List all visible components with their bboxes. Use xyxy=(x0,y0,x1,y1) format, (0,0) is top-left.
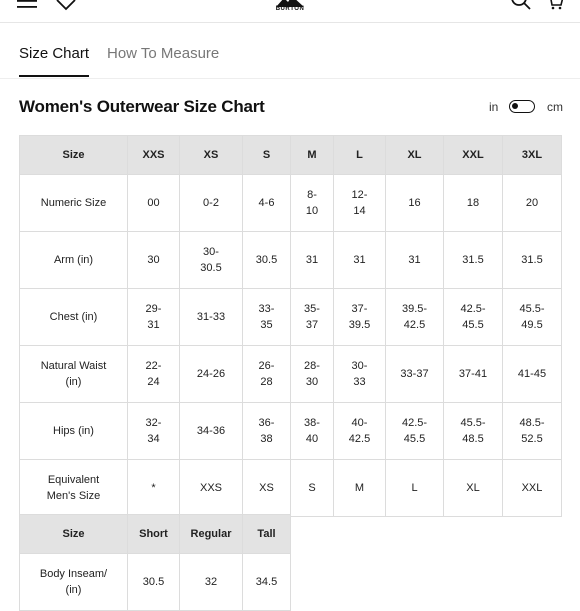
search-icon[interactable] xyxy=(511,0,531,12)
table-cell: S xyxy=(291,460,334,517)
menu-icon[interactable] xyxy=(17,0,37,8)
table-cell: 30- 30.5 xyxy=(180,232,243,289)
tab-size-chart[interactable]: Size Chart xyxy=(19,44,89,77)
table-cell: 31 xyxy=(291,232,334,289)
table-row xyxy=(20,232,562,289)
table-cell: 40- 42.5 xyxy=(334,403,386,460)
table-cell: 4-6 xyxy=(243,175,291,232)
logo-text: BURTON xyxy=(275,6,305,12)
size-header-row xyxy=(20,136,562,175)
table-row xyxy=(20,289,562,346)
size-chart-table xyxy=(19,135,562,517)
table-cell: 16 xyxy=(386,175,444,232)
table-cell: 31.5 xyxy=(503,232,562,289)
table-row xyxy=(20,460,562,517)
header-cell: Short xyxy=(128,515,180,554)
table-cell: 32- 34 xyxy=(128,403,180,460)
header-cell: Size xyxy=(20,136,128,175)
table-row xyxy=(20,403,562,460)
table-cell: 34.5 xyxy=(243,554,291,611)
header-cell: XXL xyxy=(444,136,503,175)
table-cell: 32 xyxy=(180,554,243,611)
top-nav-bar xyxy=(0,0,580,23)
heart-icon[interactable] xyxy=(55,0,77,12)
table-cell: 31 xyxy=(334,232,386,289)
table-cell: 8- 10 xyxy=(291,175,334,232)
table-cell: 29- 31 xyxy=(128,289,180,346)
table-row xyxy=(20,175,562,232)
table-cell: 26- 28 xyxy=(243,346,291,403)
table-cell: 38- 40 xyxy=(291,403,334,460)
toggle-knob xyxy=(512,103,518,109)
table-cell: 35- 37 xyxy=(291,289,334,346)
table-cell: 31.5 xyxy=(444,232,503,289)
table-cell: 41-45 xyxy=(503,346,562,403)
header-cell: Regular xyxy=(180,515,243,554)
table-cell: 45.5- 48.5 xyxy=(444,403,503,460)
table-cell: 42.5- 45.5 xyxy=(386,403,444,460)
table-cell: 48.5- 52.5 xyxy=(503,403,562,460)
table-cell: * xyxy=(128,460,180,517)
table-cell: 33- 35 xyxy=(243,289,291,346)
table-cell: 31 xyxy=(386,232,444,289)
table-cell: L xyxy=(386,460,444,517)
row-label: Natural Waist (in) xyxy=(20,346,128,403)
header-cell: S xyxy=(243,136,291,175)
header-cell: XL xyxy=(386,136,444,175)
table-row xyxy=(20,554,291,611)
table-cell: 12- 14 xyxy=(334,175,386,232)
row-label: Equivalent Men's Size xyxy=(20,460,128,517)
table-cell: 30.5 xyxy=(128,554,180,611)
table-cell: 30- 33 xyxy=(334,346,386,403)
header-cell: 3XL xyxy=(503,136,562,175)
table-cell: 30.5 xyxy=(243,232,291,289)
table-cell: 42.5- 45.5 xyxy=(444,289,503,346)
table-cell: 00 xyxy=(128,175,180,232)
table-cell: 24-26 xyxy=(180,346,243,403)
inseam-table xyxy=(19,514,291,611)
table-cell: 22- 24 xyxy=(128,346,180,403)
table-cell: 0-2 xyxy=(180,175,243,232)
chart-tabs xyxy=(0,44,580,79)
unit-label-cm: cm xyxy=(547,100,563,114)
header-cell: L xyxy=(334,136,386,175)
row-label: Body Inseam/ (in) xyxy=(20,554,128,611)
row-label: Chest (in) xyxy=(20,289,128,346)
table-cell: 39.5- 42.5 xyxy=(386,289,444,346)
header-cell: XXS xyxy=(128,136,180,175)
header-cell: XS xyxy=(180,136,243,175)
cart-icon[interactable] xyxy=(546,0,564,10)
unit-label-in: in xyxy=(489,100,499,114)
table-cell: M xyxy=(334,460,386,517)
row-label: Hips (in) xyxy=(20,403,128,460)
header-cell: Size xyxy=(20,515,128,554)
table-cell: 18 xyxy=(444,175,503,232)
burton-logo[interactable] xyxy=(272,0,308,20)
table-cell: 37- 39.5 xyxy=(334,289,386,346)
table-cell: XXL xyxy=(503,460,562,517)
table-cell: XL xyxy=(444,460,503,517)
row-label: Numeric Size xyxy=(20,175,128,232)
page-title: Women's Outerwear Size Chart xyxy=(19,97,265,116)
table-cell: XS xyxy=(243,460,291,517)
header-cell: Tall xyxy=(243,515,291,554)
table-cell: 34-36 xyxy=(180,403,243,460)
table-cell: 30 xyxy=(128,232,180,289)
table-cell: 20 xyxy=(503,175,562,232)
inseam-header-row xyxy=(20,515,291,554)
tab-how-to-measure[interactable]: How To Measure xyxy=(107,45,220,62)
table-cell: 36- 38 xyxy=(243,403,291,460)
header-cell: M xyxy=(291,136,334,175)
unit-toggle[interactable] xyxy=(509,100,535,113)
table-cell: 45.5- 49.5 xyxy=(503,289,562,346)
table-cell: XXS xyxy=(180,460,243,517)
table-cell: 37-41 xyxy=(444,346,503,403)
row-label: Arm (in) xyxy=(20,232,128,289)
table-cell: 28- 30 xyxy=(291,346,334,403)
table-cell: 31-33 xyxy=(180,289,243,346)
table-row xyxy=(20,346,562,403)
table-cell: 33-37 xyxy=(386,346,444,403)
